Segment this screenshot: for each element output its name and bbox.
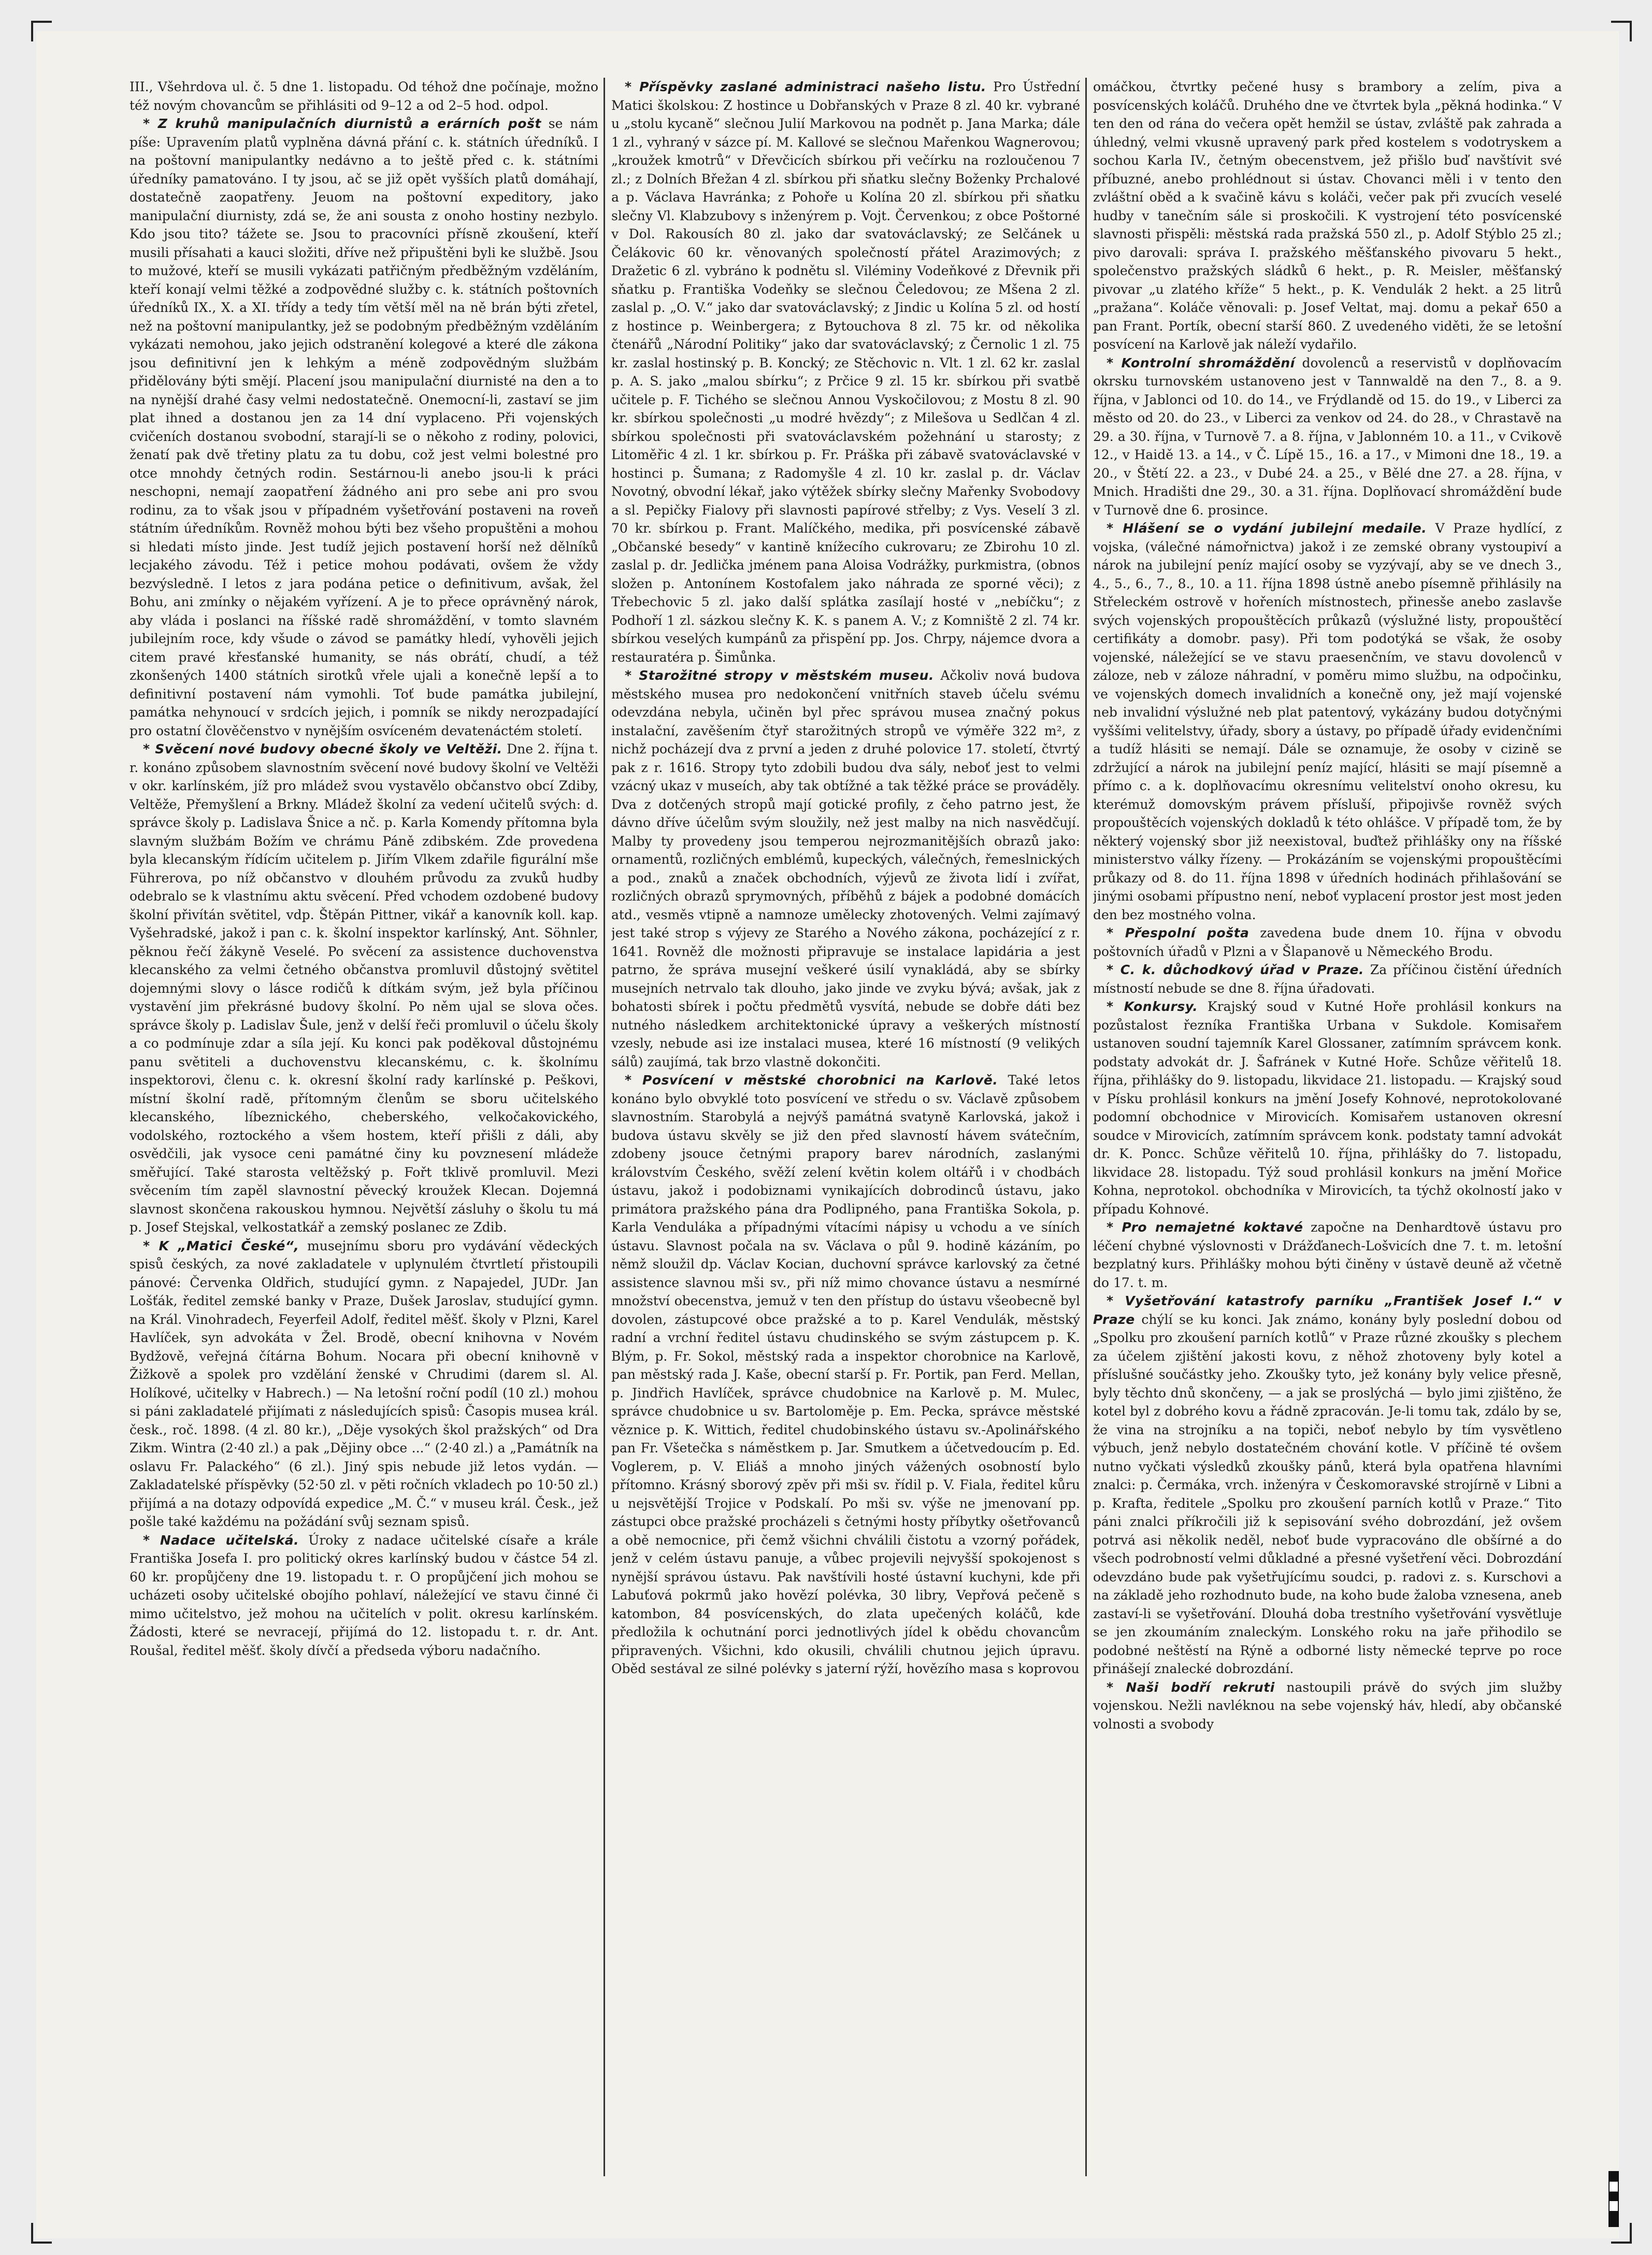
article-heading: * Z kruhů manipulačních diurnistů a erárních pošt (143, 116, 541, 131)
article-heading: * K „Matici České“, (143, 1238, 299, 1253)
text-column-1 (130, 78, 598, 2176)
text-column-2 (611, 78, 1080, 2176)
article-text: Také letos konáno bylo obvyklé toto posvícení ve středu o sv. Václavě způsobem slavnostním. Starobylá a nejvýš památná svatyně Karlovská, jakož i budova ústavu skvěly se již den před slavností hávem svátečním, zdobeny jsouce četnými prapory barev národních, zaslanými královstvím Českého, svěží zelení květin kolem oltářů i v chodbách ústavu, jakož i podobiznami vynikajících dobrodinců ústavu, jako primátora pražského pána dra Podlipného, pana Františka Sokola, p. Karla Venduláka a případnými vítacími nápisy u vchodu a ve síních ústavu. Slavnost počala na sv. Václava o půl 9. hodině kázáním, po němž sloužil dp. Václav Kocian, duchovní správce karlovský za četné assistence slavnou mši sv., při níž mimo chovance ústavu a nesmírné množství obecenstva, jemuž v ten den přístup do ústavu všeobecně byl dovolen, zástupcové obce pražské a to p. Karel Vendulák, městský radní a vrchní ředitel ústavu chudinského se svým zástupcem p. K. Blým, p. Fr. Sokol, městský rada a inspektor chorobnice na Karlově, pan městský rada J. Kaše, obecní starší p. Fr. Portik, pan Ferd. Mellan, p. Jindřich Havlíček, správce chudobnice na Karlově p. M. Mulec, správce chudobnice u sv. Bartoloměje p. Em. Pecka, správce městské věznice p. K. Wittich, ředitel chudobinského ústavu sv.-Apolinářského pan Fr. Všetečka s náměstkem p. Jar. Smutkem a účetvedoucím p. Ed. Voglerem, p. V. Eliáš a mnoho jiných vážených osobností bylo přítomno. Krásný sborový zpěv při mši sv. řídil p. V. Fiala, ředitel kůru u nejsvětější Trojice v Podskalí. Po mši sv. výše ne jmenovaní pp. zástupci obce pražské procházeli s četnými hosty příbytky ošetřovanců a obě nemocnice, při čemž všichni chválili čistotu a vzorný pořádek, jenž v celém ústavu panuje, a vůbec projevili nejvyšší spokojenost s nynější správou ústavu. Pak navštívili hosté ústavní kuchyni, kde při Labuťová pokrmů jako hovězí polévka, 30 libry, Vepřová pečeně s katombon, 84 posvícenských, do zlata upečených koláčů, kde předložila k ochutnání porci jednotlivých jídel k obědu chovancům připravených. Všichni, kdo okusili, chválili chutnou jejich úpravu. Oběd sestával ze silné polévky s jaterní rýží, hovězího masa s koprovou (611, 1073, 1080, 1676)
article-text: zavedena bude dnem 10. října v obvodu poštovních úřadů v Plzni a v Šlapanově u Německého Brodu. (1093, 925, 1562, 959)
scan-scale-bar (1608, 2171, 1619, 2227)
crop-mark (31, 2223, 52, 2244)
article-heading: * Svěcení nové budovy obecné školy ve Veltěži. (143, 741, 502, 757)
article-text: Úroky z nadace učitelské císaře a krále Františka Josefa I. pro politický okres karlínský budou v částce 54 zl. 60 kr. propůjčeny dne 19. listopadu t. r. O propůjčení jich mohou se ucházeti osoby učitelské obojího pohlaví, náležející ve stavu činné či mimo učitelstvo, jež mohou na učitelích v polit. okresu karlínském. Žádosti, které se nevracejí, přijímá do 12. listopadu t. r. dr. Ant. Roušal, ředitel měšť. školy dívčí a předseda výboru nadačního. (130, 1532, 598, 1658)
text-column-3 (1093, 78, 1562, 2176)
article-text: III., Všehrdova ul. č. 5 dne 1. listopadu. Od téhož dne počínaje, možno též novým chovancům se přihlásiti od 9–12 a od 2–5 hod. odpol. (130, 79, 598, 113)
article-text: Ačkoliv nová budova městského musea pro nedokončení vnitřních staveb účelu svému odevzdána nebyla, učiněn byl přec správou musea značný pokus instalační, zavěšením čtyř starožitných stropů ve výměře 322 m², z nichž pocházejí dva z první a jeden z druhé polovice 17. století, čtvrtý pak z r. 1616. Stropy tyto zdobili budou dva sály, neboť jest to velmi vzácný ukaz v museích, aby tak obtížné a tak těžké práce se prováděly. Dva z dotčených stropů mají gotické profily, z čeho patrno jest, že dávno dříve účelům svým sloužily, než jest malby na nich nasvědčují. Malby ty provedeny jsou temperou nejrozmanitějších obrazů jako: ornamentů, rozličných emblémů, kupeckých, válečných, řemeslnických a pod., znaků a značek obchodních, výjevů ze života lidí i zvířat, rozličných obrazů sprymovných, příběhů z bájek a podobné domácích atd., vesměs vtipně a namnoze umělecky zhotovených. Velmi zajímavý jest také strop s výjevy ze Starého a Nového zákona, pocházející z r. 1641. Rovněž dle možnosti připravuje se instalace lapidária a jest patrno, že správa musejní veškeré úsilí vynakládá, aby se sbírky musejních netrvalo tak dlouho, jako jinde ve zvyku bývá; avšak, jak z bohatosti sbírek i počtu předmětů vysvítá, nebude se dobře dáti bez nutného následkem architektonické úpravy a veškerých místností vzesly, nebude asi ize instalaci musea, které 16 místností (9 velikých sálů) zaujímá, tak brzo vlastně dokončiti. (611, 668, 1080, 1069)
article-heading: * Konkursy. (1107, 999, 1198, 1014)
article-paragraph (1093, 354, 1562, 520)
article-heading: * Přespolní pošta (1107, 925, 1249, 940)
article-paragraph (130, 1531, 598, 1660)
article-paragraph (611, 78, 1080, 666)
article-text: započne na Denhardtově ústavu pro léčení chybné výslovnosti v Drážďanech-Lošvicích dne 7. t. m. letošní bezplatný kurs. Přihlášky mohou býti činěny v ústavě deuně až včetně do 17. t. m. (1093, 1220, 1562, 1290)
article-text: musejnímu sboru pro vydávání vědeckých spisů českých, za nové zakladatele v uplynulém čtvrtletí přistoupili pánové: Červenka Oldřich, studující gymn. z Napajedel, JUDr. Jan Lošťák, ředitel zemské banky v Praze, Dušek Jaroslav, studující gymn. na Král. Vinohradech, Feyerfeil Adolf, ředitel měšť. školy v Plzni, Karel Havlíček, syn advokáta v Žel. Brodě, obecní knihovna v Novém Bydžově, veřejná čítárna Bohum. Nocara při obecní knihovně v Žižkově a spolek pro vzdělání ženské v Chrudimi (darem sl. Al. Holíkové, učitelky v Habrech.) — Na letošní roční podíl (10 zl.) mohou si páni zakladatelé přijímati z následujících spisů: Časopis musea král. česk., roč. 1898. (4 zl. 80 kr.), „Děje vysokých škol pražských“ od Dra Zikm. Wintra (2·40 zl.) a pak „Dějiny obce ...“ (2·40 zl.) a „Památník na oslavu Fr. Palackého“ (6 zl.). Jiný spis nebude již letos vydán. — Zakladatelské příspěvky (52·50 zl. v pěti ročních vkladech po 10·50 zl.) přijímá a na dotazy odpovídá expedice „M. Č.“ v museu král. Česk., jež pošle také každému na požádání svůj seznam spisů. (130, 1238, 598, 1529)
article-paragraph (1093, 924, 1562, 961)
column-rule (1085, 78, 1087, 2176)
article-paragraph (1093, 997, 1562, 1218)
article-paragraph (1093, 1678, 1562, 1734)
article-paragraph (1093, 519, 1562, 924)
article-text: nastoupili právě do svých jim služby vojenskou. Nežli navléknou na sebe vojenský háv, hledí, aby občanské volnosti a svobody (1093, 1679, 1562, 1732)
article-text: chýlí se ku konci. Jak známo, konány byly poslední dobou od „Spolku pro zkoušení parních kotlů“ v Praze různé zkoušky s plechem za účelem zjištění jakosti kovu, z něhož zhotoveny byly kotel a příslušné součástky jeho. Zkoušky tyto, jež konány byly velice přesně, byly těchto dnů skončeny, — a jak se proslýchá — bylo jimi zjištěno, že kotel byl z dobrého kovu a řádně zpracován. Je-li tomu tak, zdálo by se, že vina na strojníku a na topiči, neboť nebylo by tím vysvětleno výbuch, jenž nebylo dostatečném chování kotle. V příčině té ovšem nutno vyčkati výsledků zkoušky pánů, která byla opatřena hlavními znalci: p. Čermáka, vrch. inženýra v Českomoravské strojírně v Libni a p. Krafta, ředitele „Spolku pro zkoušení parních kotlů v Praze.“ Tito páni znalci příkročili již k sepisování svého dobrozdání, jež ovšem potrvá asi několik neděl, neboť bude vypracováno dle obšírné a do všech podrobností velmi důkladné a přesné vyšetření věci. Dobrozdání odevzdáno bude pak vyšetřujícímu soudci, p. radovi z. s. Kurschovi a na základě jeho rozhodnuto bude, na koho bude žaloba vznesena, aneb zastaví-li se vyšetřování. Dlouhá doba trestního vyšetřování vysvětluje se jen zkoumáním znaleckým. Lonského roku na jaře přihodilo se podobné neštěstí na Rýně a odborné listy německé teprve po roce přinášejí znalecké dobrozdání. (1093, 1311, 1562, 1676)
article-heading: * Příspěvky zaslané administraci našeho listu. (625, 79, 986, 94)
article-heading: * Vyšetřování katastrofy parníku „František Josef I.“ v Praze (1093, 1293, 1562, 1327)
article-paragraph (1093, 1218, 1562, 1292)
article-text: omáčkou, čtvrtky pečené husy s brambory a zelím, piva a posvícenských koláčů. Druhého dne ve čtvrtek byla „pěkná hodinka.“ V ten den od rána do večera opět hemžil se ústav, zvláště pak zahrada a úhledný, velmi vkusně upravený park před kostelem s vodotryskem a sochou Karla IV., četným obecenstvem, jež přišlo buď navštívit své příbuzné, anebo prohlédnout si ústav. Chovanci měli i v tento den zvláštní oběd a k svačině kávu s koláči, večer pak při zvucích veselé hudby v tanečním sále si proskočili. K vystrojení této posvícenské slavnosti přispěli: městská rada pražská 550 zl., p. Adolf Stýblo 25 zl.; pivo darovali: správa I. pražského měšťanského pivovaru 5 hekt., společenstvo pražských sládků 6 hekt., p. R. Meisler, měšťanský pivovar „u zlatého kříže“ 5 hekt., p. K. Vendulák 2 hekt. a 25 litrů „pražana“. Koláče věnovali: p. Josef Veltat, maj. domu a pekař 650 a pan Frant. Portík, obecní starší 860. Z uvedeného viděti, že se letošní posvícení na Karlově jak náleží vydařilo. (1093, 79, 1562, 352)
article-paragraph (1093, 78, 1562, 354)
article-heading: * Posvícení v městské chorobnici na Karlově. (625, 1073, 998, 1088)
article-paragraph (130, 1237, 598, 1531)
article-heading: * Kontrolní shromáždění (1107, 355, 1295, 370)
article-paragraph (611, 1071, 1080, 1678)
article-heading: * Nadace učitelská. (143, 1532, 299, 1548)
article-paragraph (130, 115, 598, 740)
article-text: Dne 2. října t. r. konáno způsobem slavnostním svěcení nové budovy školní ve Veltěži v okr. karlínském, jíž pro mládež svou vystavělo občanstvo obcí Zdiby, Veltěže, Přemyšlení a Brkny. Mládež školní za vedení učitelů svých: d. správce školy p. Ladislava Šnice a nč. p. Karla Komendy přítomna byla slavným službám Božím ve chrámu Páně zdibském. Zde provedena byla klecanským řídícím učitelem p. Jiřím Vlkem zdařile figurální mše Führerova, po níž občanstvo v dlouhém průvodu za zvuků hudby odebralo se k vlastnímu aktu svěcení. Před vchodem ozdobené budovy školní přivítán světitel, vdp. Štěpán Pittner, vikář a kanovník koll. kap. Vyšehradské, jakož i pan c. k. školní inspektor karlínský, Ant. Söhnler, pěknou řečí žákyně Veselé. Po svěcení za assistence duchovenstva klecanského za velmi četného občanstva promluvil důstojný světitel dojemnými slovy o lásce rodičů k dítkám svým, jež byla příčinou vystavění jim překrásné budovy školní. Po něm ujal se slova očes. správce školy p. Ladislav Šule, jenž v delší řeči promluvil o účelu školy a co podmínuje zdar a síla její. Ku konci pak poděkoval důstojnému panu světiteli a duchovenstvu klecanskému, c. k. školnímu inspektorovi, členu c. k. okresní školní rady karlínské p. Peškovi, místní školní radě, přítomným členům se sboru učitelského klecanského, líbeznického, cheberského, velkočakovického, vodolského, roztockého a všem hostem, kteří přišli z dáli, aby osvědčili, jak vysoce ceni památné činy ku povznesení mládeže směřující. Také starosta veltěžský p. Fořt tklivě promluvil. Mezi svěcením tím zapěl slavnostní pěvecký kroužek Klecan. Dojemná slavnost skončena rakouskou hymnou. Největší zásluhy o školu tu má p. Josef Stejskal, velkostatkář a zemský poslanec ze Zdib. (130, 741, 598, 1235)
article-heading: * Pro nemajetné koktavé (1107, 1220, 1303, 1235)
article-text: Za příčinou čistění úředních místností nebude se dne 8. října úřadovati. (1093, 962, 1562, 996)
article-paragraph (1093, 1292, 1562, 1678)
article-text: Krajský soud v Kutné Hoře prohlásil konkurs na pozůstalost řezníka Františka Urbana v Sukdole. Komisařem ustanoven soudní tajemník Karel Glossaner, zatímním správcem konk. podstaty advokát dr. J. Šafránek v Kutné Hoře. Schůze věřitelů 18. října, přihlášky do 9. listopadu, likvidace 21. listopadu. — Krajský soud v Písku prohlásil konkurs na jmění Josefy Kohnové, neprotokolované podomní obchodnice v Mirovicích. Komisařem ustanoven okresní soudce v Mirovicích, zatímním správcem konk. podstaty tamní advokát dr. K. Poncc. Schůze věřitelů 10. října, přihlášky do 7. listopadu, likvidace 28. listopadu. Týž soud prohlásil konkurs na jmění Mořice Kohna, neprotokol. obchodníka v Mirovicích, ta týchž okolností jako v případu Kohnové. (1093, 999, 1562, 1217)
article-text: Pro Ústřední Matici školskou: Z hostince u Dobřanských v Praze 8 zl. 40 kr. vybrané u „stolu kycaně“ slečnou Julií Markovou na podnět p. Jana Marka; dále 1 zl., vyhraný v sázce pí. M. Kallové se slečnou Mařenkou Wagnerovou; „kroužek kmotrů“ v Dřevčicích sbírkou při večírku na rozloučenou 7 zl.; z Dolních Břežan 4 zl. sbírkou při sňatku slečny Boženky Prchalové a p. Václava Havránka; z Pohoře u Kolína 20 zl. sbírkou při sňatku slečny Vl. Klabzubovy s inženýrem p. Vojt. Červenkou; z obce Poštorné v Dol. Rakousích 80 zl. jako dar svatováclavský; ze Selčánek u Čelákovic 60 kr. věnovaných společností přátel Arazimových; z Dražetic 6 zl. vybráno k podnětu sl. Viléminy Vodeňkové z Dřevnik při sňatku p. Františka Vodeňky se slečnou Čeledovou; ze Mšena 2 zl. zaslal p. „O. V.“ jako dar svatováclavský; z Jindic u Kolína 5 zl. od hostí z hostince p. Weinbergera; z Bytouchova 8 zl. 75 kr. od několika čtenářů „Národní Politiky“ jako dar svatováclavský; z Černolic 1 zl. 75 kr. zaslal hostinský p. B. Koncký; ze Stěchovic n. Vlt. 1 zl. 62 kr. zaslal p. A. S. jako „malou sbírku“; z Prčice 9 zl. 15 kr. sbírkou při svatbě učitele p. F. Tichého se slečnou Annou Vyskočilovou; z Mostu 8 zl. 90 kr. sbírkou společnosti „u modré hvězdy“; z Milešova u Sedlčan 4 zl. sbírkou společnosti při svatováclavském požehnání u starosty; z Litoměřic 4 zl. 1 kr. sbírkou p. Fr. Práška při zábavě svatováclavské v hostinci p. Šumana; z Radomyšle 4 zl. 10 kr. zaslal p. dr. Václav Novotný, obvodní lékař, jako výtěžek sbírky slečny Mařenky Svobodovy a sl. Pepičky Fialovy při slavnosti papírové střelby; z Vys. Veselí 3 zl. 70 kr. sbírkou p. Frant. Malíčkého, medika, při posvícenské zábavě „Občanské besedy“ v kantině knížecího cukrovaru; ze Zbirohu 10 zl. zaslal p. dr. Jedlička jménem pana Aloisa Vodrážky, purkmistra, (obnos složen p. Antonínem Kostofalem jako náhrada ze sporné věci); z Třebechovic 5 zl. jako další splátka zasílají hosté v „nebíčku“; z Podhoří 1 zl. sázkou slečny K. K. s panem A. V.; z Komniště 2 zl. 74 kr. sbírkou veselých kumpánů za přispění pp. Jos. Chrpy, nájemce dvora a restauratéra p. Šimůnka. (611, 79, 1080, 665)
article-text: dovolenců a reservistů v doplňovacím okrsku turnovském ustanoveno jest v Tannwaldě na den 7., 8. a 9. října, v Jablonci od 10. do 14., ve Frýdlandě od 15. do 19., v Liberci za město od 20. do 23., v Liberci za venkov od 24. do 28., v Chrastavě na 29. a 30. října, v Turnově 7. a 8. října, v Jablonném 10. a 11., v Cvikově 12., v Haidě 13. a 14., v Č. Lípě 15., 16. a 17., v Mimoni dne 18., 19. a 20., v Štětí 22. a 23., v Dubé 24. a 25., v Bělé dne 27. a 28. října, v Mnich. Hradišti dne 29., 30. a 31. října. Doplňovací shromáždění bude v Turnově dne 6. prosince. (1093, 355, 1562, 518)
article-text: V Praze hydlící, z vojska, (válečné námořnictva) jakož i ze zemské obrany vystoupiví a nárok na jubilejní peníz mající osoby se vyzývají, aby se ve dnech 3., 4., 5., 6., 7., 8., 10. a 11. října 1898 ústně anebo písemně přihlásily na Střeleckém ostrově v hořeních místnostech, přinesše anebo zaslavše svých vojenských propouštěcích průkazů (výslužné listy, propouštěcí certifikáty a domobr. pasy). Při tom podotýká se však, že osoby vojenské, náležející se ve stavu praesenčním, ve stavu dovolenců v záloze, neb v záloze náhradní, v poměru mimo službu, na odpočinku, ve vojenských domech invalidních a konečně ony, jež mají vojenské neb invalidní výslužné neb plat patentový, vykázány budou dotyčnými vyššími velitelstvy, úřady, sbory a ústavy, po případě úřady evidenčními a tudíž hlásiti se nemají. Dále se oznamuje, že osoby v cizině se zdržující a nárok na jubilejní peníz mající, hlásiti se mají písemně a přímo c. a k. doplňovacímu okresnímu velitelství onoho okresu, ku kterémuž domovským právem přísluší, připojivše rovněž svých propouštěcích vojenských dokladů k této ohlášce. V případě tom, že by některý vojenský sbor již neexistoval, buďtež přihlášky ony na říšské ministerstvo války řízeny. — Prokázáním se vojenskými propouštěcími průkazy od 8. do 11. října 1898 v úředních hodinách přihlašování se jinými osobami přípustno není, neboť vyplacení prostor jest most jeden den bez mostného volna. (1093, 521, 1562, 922)
article-text: se nám píše: Upravením platů vyplněna dávná přání c. k. státních úředníků. I na poštovní manipulantky nedávno a to ještě před c. k. státními úředníky pamatováno. I ty jsou, ač se již opět vyšších platů domáhají, dostatečně zaopatřeny. Jeuom na poštovní expeditory, jako manipulační diurnisty, zdá se, že ani sousta z onoho hostiny nezbylo. Kdo jsou tito? tážete se. Jsou to pracovníci přísně zkoušení, kteří musili přísahati a kauci složiti, dříve než připuštěni byli ke službě. Jsou to mužové, kteří se musili vykázati patřičným předběžným vzděláním, kteří konají velmi těžké a zodpovědné služby c. k. státních poštovních úředníků IX., X. a XI. třídy a tedy tím větší měl na ně brán býti zřetel, než na poštovní manipulantky, jež se podobným předběžným vzděláním vykázati nemohou, jako jejich odstranění kolegové a které dle zákona jsou definitivní jen k lehkým a méně zodpovědným službám přidělovány býti smějí. Placení jsou manipulační diurnisté na den a to na nynější drahé časy velmi nedostatečně. Onemocní-li, zastaví se jim plat ihned a dostanou jen za 14 dní vyplaceno. Při vojenských cvičeních dostanou svobodní, starají-li se o někoho z rodiny, polovici, ženatí pak dvě třetiny platu za tu dobu, což jest velmi bolestné pro otce mnohdy četných rodin. Sestárnou-li anebo jsou-li k práci neschopni, nemají zaopatření žádného ani pro sebe ani pro svou rodinu, za to však jsou v případném vyšetřování postaveni na roveň státním úředníkům. Rovněž mohou býti bez všeho propuštěni a mohou si hledati místo jinde. Jest tudíž jejich postavení horší než dělníků lecjakého závodu. Též i petice mohou podávati, ovšem že vždy bezvýsledně. I letos z jara podána petice o definitivum, avšak, žel Bohu, ani zmínky o nějakém vyřízení. A je to přece oprávněný nárok, aby vláda i poslanci na říšské radě shromáždění, v tomto slavném jubilejním roce, kdy všude o závod se památky hledí, vyhověli jejich citem pravé křesťanské humanity, se nás obrátí, chudí, a též zkonšených 1400 státních sirotků vřele ujali a konečně lepší a to definitivní postavení nám vymohli. Toť bude památka jubilejní, památka nehynoucí v srdcích jejich, i pomník se nikdy nerozpadající pro ostatní člověčenstvo v nynějším osvíceném devatenáctém století. (130, 116, 598, 738)
crop-mark (31, 21, 52, 41)
article-paragraph (611, 666, 1080, 1071)
article-heading: * C. k. důchodkový úřad v Praze. (1107, 962, 1364, 977)
article-heading: * Naši bodří rekruti (1107, 1679, 1275, 1695)
article-paragraph (130, 78, 598, 115)
column-rule (604, 78, 605, 2176)
article-paragraph (130, 740, 598, 1237)
article-paragraph (1093, 961, 1562, 997)
crop-mark (1611, 21, 1632, 41)
article-heading: * Hlášení se o vydání jubilejní medaile. (1107, 521, 1427, 536)
article-heading: * Starožitné stropy v městském museu. (625, 668, 934, 683)
